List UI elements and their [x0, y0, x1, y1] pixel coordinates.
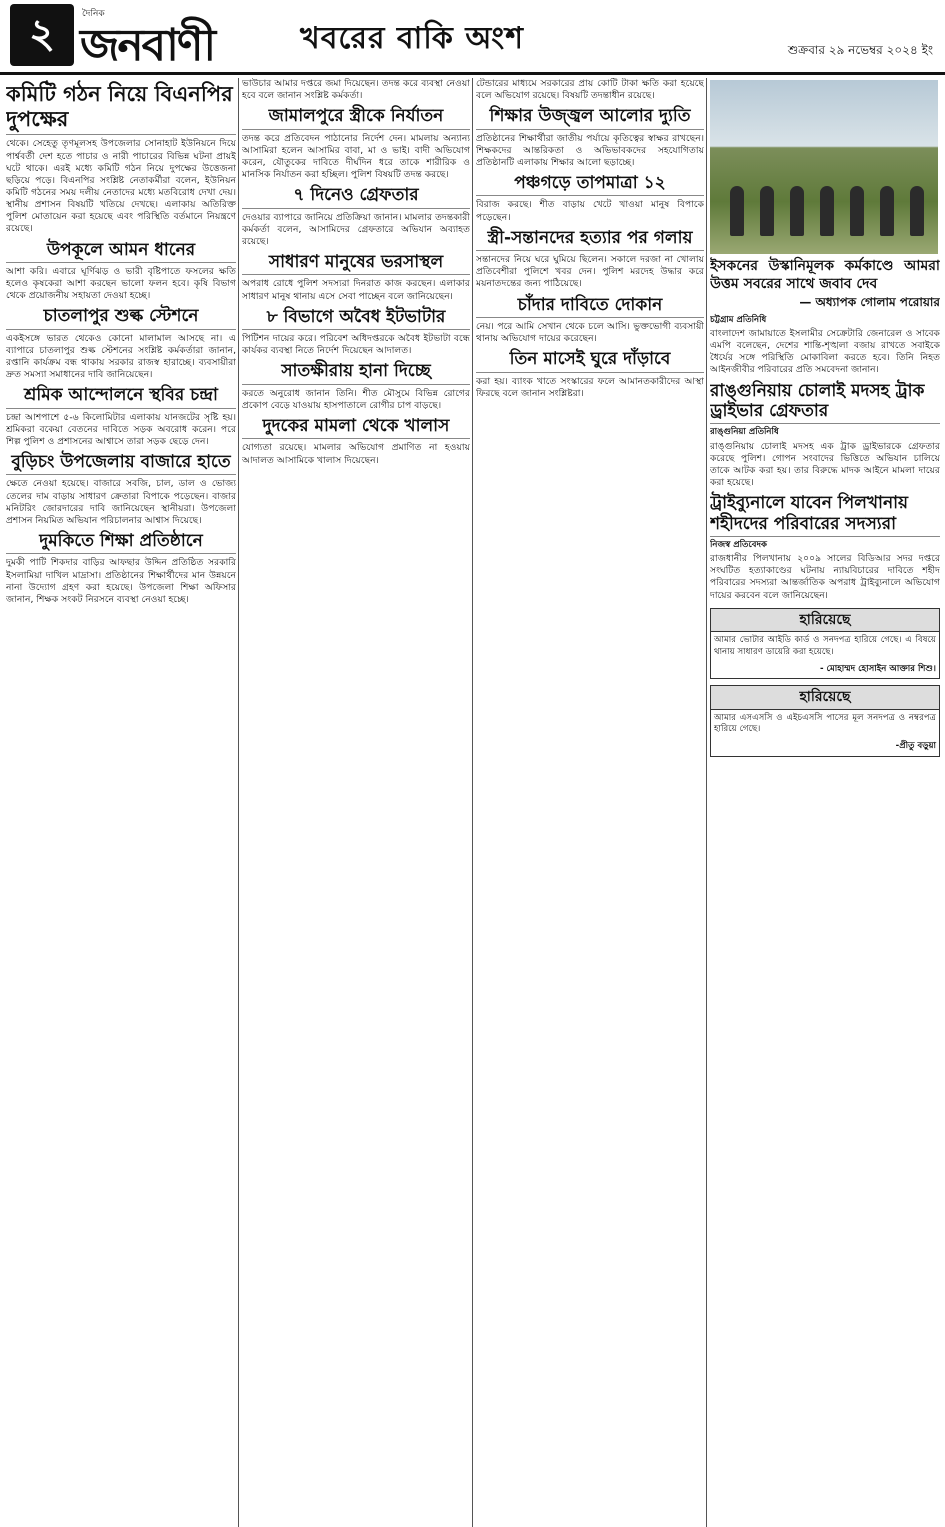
- article-byline: চট্টগ্রাম প্রতিনিধি: [710, 314, 767, 325]
- lost-notice: [710, 608, 940, 680]
- article-body: আশা করি। এবারে ঘূর্ণিঝড় ও ভারী বৃষ্টিপাতে ফসলের ক্ষতি হলেও কৃষকেরা আশা করছেন ভালো ফলন হবে। কৃষি বিভাগ থেকে প্রয়োজনীয় সহায়তা দেওয়া হচ্ছে।: [6, 265, 236, 302]
- photo-caption-headline: ইসকনের উস্কানিমূলক কর্মকাণ্ডে আমরা উত্তম সবরের সাথে জবাব দেব: [710, 258, 940, 292]
- article-headline: শ্রমিক আন্দোলনে স্থবির চন্দ্রা: [6, 385, 236, 408]
- article-headline: ট্রাইব্যুনালে যাবেন পিলখানায় শহীদদের পরিবারের সদস্যরা: [710, 493, 940, 537]
- article-headline: ৭ দিনেও গ্রেফতার: [242, 185, 470, 208]
- article-headline: সাধারণ মানুষের ভরসাস্থল: [242, 252, 470, 275]
- column-2: [242, 78, 470, 1527]
- article-headline: তিন মাসেই ঘুরে দাঁড়াবে: [476, 349, 704, 372]
- article-body: ভাউচার আমার দপ্তরে জমা দিয়েছেন। তদন্ত করে ব্যবস্থা নেওয়া হবে বলে জানান সংশ্লিষ্ট কর্মকর্তা।: [242, 78, 470, 102]
- article-body: দেওয়ার ব্যাপারে জানিয়ে প্রতিক্রিয়া জানান। মামলার তদন্তকারী কর্মকর্তা বলেন, আসামিদের গ্রেফতারে অভিযান অব্যাহত রয়েছে।: [242, 211, 470, 247]
- lost-notice-signature: -প্রীতু বড়ুয়া: [895, 741, 936, 752]
- article-body: টেন্ডারের মাধ্যমে সরকারের প্রায় কোটি টাকা ক্ষতি করা হয়েছে বলে অভিযোগ রয়েছে। বিষয়টি তদন্তাধীন রয়েছে।: [476, 78, 704, 102]
- article-body: সন্তানদের নিয়ে ঘরে ঘুমিয়ে ছিলেন। সকালে দরজা না খোলায় প্রতিবেশীরা পুলিশে খবর দেন। পুলিশ মরদেহ উদ্ধার করে ময়নাতদন্তের জন্য পাঠিয়েছে।: [476, 254, 704, 290]
- article-body: রাঙ্গুনিয়ায় চোলাই মদসহ এক ট্রাক ড্রাইভারকে গ্রেফতার করেছে পুলিশ। গোপন সংবাদের ভিত্তিতে অভিযান চালিয়ে তাকে আটক করা হয়। তার বিরুদ্ধে মাদক আইনে মামলা দায়ের করা হয়েছে।: [710, 440, 940, 489]
- article-body: পিটিশন দায়ের করে। পরিবেশ অধিদপ্তরকে অবৈধ ইটভাটা বন্ধে কার্যকর ব্যবস্থা নিতে নির্দেশ দিয়েছেন আদালত।: [242, 333, 470, 357]
- article-headline: ৮ বিভাগে অবৈধ ইটভাটার: [242, 307, 470, 330]
- article-body: অপরাধ রোধে পুলিশ সদস্যরা দিনরাত কাজ করছেন। এলাকার সাধারণ মানুষ থানায় এসে সেবা পাচ্ছেন বলে জানিয়েছেন।: [242, 278, 470, 302]
- article-headline: উপকূলে আমন ধানের: [6, 240, 236, 263]
- masthead: [0, 0, 945, 75]
- article-body: রাজধানীর পিলখানায় ২০০৯ সালের বিডিআর সদর দপ্তরে সংঘটিত হত্যাকাণ্ডের ঘটনায় ন্যায়বিচারের দাবিতে শহীদ পরিবারের সদস্যরা আন্তর্জাতিক অপরাধ ট্রাইব্যুনালে অভিযোগ দায়ের করবেন বলে জানিয়েছেন।: [710, 553, 940, 601]
- article-body: প্রতিষ্ঠানের শিক্ষার্থীরা জাতীয় পর্যায়ে কৃতিত্বের স্বাক্ষর রাখছেন। শিক্ষকদের আন্তরিকতা ও অভিভাবকদের সহযোগিতায় প্রতিষ্ঠানটি এলাকায় শিক্ষার আলো ছড়াচ্ছে।: [476, 132, 704, 168]
- article-headline: চাতলাপুর শুল্ক স্টেশনে: [6, 306, 236, 329]
- article-body: করতে অনুরোধ জানান তিনি। শীত মৌসুমে বিভিন্ন রোগের প্রকোপ বেড়ে যাওয়ায় হাসপাতালে রোগীর চাপ বাড়ছে।: [242, 387, 470, 411]
- lost-notice-signature: - মোহাম্মদ হোসাইন আক্তার শিশু।: [819, 663, 936, 674]
- article-body: চন্দ্রা আশপাশে ৫-৬ কিলোমিটার এলাকায় যানজটের সৃষ্টি হয়। শ্রমিকরা বকেয়া বেতনের দাবিতে সড়ক অবরোধ করেন। পরে শিল্প পুলিশ ও প্রশাসনের আশ্বাসে তারা সড়ক ছেড়ে দেন।: [6, 411, 236, 447]
- column-4: [710, 78, 940, 1527]
- article-body: থেকে। সেহেতু তৃণমূলসহ উপজেলার সোনাহাট ইউনিয়নে দিয়ে পার্শ্ববর্তী দেশ হতে পাচার ও নারী পাচারের বিভিন্ন ঘটনা প্রায়ই ঘটে থাকে। এরই মধ্যে কমিটি গঠন নিয়ে দুপক্ষের উত্তেজনা ছড়িয়ে পড়ে। বিএনপির সংশ্লিষ্ট নেতাকর্মীরা বলেন, ইউনিয়ন কমিটি গঠনের সময় দলীয় নেতাদের মধ্যে মতবিরোধ দেখা দেয়। স্থানীয় প্রশাসন বিষয়টি খতিয়ে দেখছে। এলাকায় অতিরিক্ত পুলিশ মোতায়েন করা হয়েছে এবং পরিস্থিতি বর্তমানে নিয়ন্ত্রণে রয়েছে।: [6, 138, 236, 235]
- news-photo: [710, 80, 938, 254]
- lost-notice-body: আমার ভোটার আইডি কার্ড ও সনদপত্র হারিয়ে গেছে। এ বিষয়ে থানায় সাধারণ ডায়েরি করা হয়েছে।: [714, 635, 936, 657]
- section-title: খবরের বাকি অংশ: [300, 21, 524, 56]
- article-body: বাংলাদেশ জামায়াতে ইসলামীর সেক্রেটারি জেনারেল ও সাবেক এমপি বলেছেন, দেশের শান্তি-শৃঙ্খলা বজায় রাখতে সবাইকে ধৈর্যের সঙ্গে পরিস্থিতি মোকাবিলা করতে হবে। তিনি নিহত আইনজীবীর পরিবারের প্রতি সমবেদনা জানান।: [710, 328, 940, 376]
- lost-notice: [710, 685, 940, 757]
- lost-notice-body: আমার এসএসসি ও এইচএসসি পাসের মূল সনদপত্র ও নম্বরপত্র হারিয়ে গেছে।: [714, 712, 936, 735]
- article-body: তদন্ত করে প্রতিবেদন পাঠানোর নির্দেশ দেন। মামলায় অন্যান্য আসামিরা হলেন আসামির বাবা, মা ও ভাই। বাদী অভিযোগ করেন, যৌতুকের দাবিতে দীর্ঘদিন ধরে তাকে শারীরিক ও মানসিক নির্যাতন করা হচ্ছিল। পুলিশ বিষয়টি তদন্ত করছে।: [242, 132, 470, 181]
- issue-date: শুক্রবার ২৯ নভেম্বর ২০২৪ ইং: [787, 43, 933, 57]
- article-body: নেয়। পরে আমি সেখান থেকে চলে আসি। ভুক্তভোগী ব্যবসায়ী থানায় অভিযোগ দায়ের করেছেন।: [476, 320, 704, 345]
- column-3: [476, 78, 704, 1527]
- article-headline: চাঁদার দাবিতে দোকান: [476, 295, 704, 318]
- article-headline: শিক্ষার উজ্জ্বল আলোর দ্যুতি: [476, 106, 704, 129]
- article-headline: রাঙ্গুনিয়ায় চোলাই মদসহ ট্রাক ড্রাইভার গ্রেফতার: [710, 381, 940, 425]
- article-headline: স্ত্রী-সন্তানদের হত্যার পর গলায়: [476, 228, 704, 251]
- article-headline: কমিটি গঠন নিয়ে বিএনপির দুপক্ষের: [6, 82, 236, 135]
- logo-tagline: দৈনিক: [82, 9, 105, 19]
- article-body: ক্ষেতে নেওয়া হয়েছে। বাজারে সবজি, চাল, ডাল ও ভোজ্য তেলের দাম বাড়ায় সাধারণ ক্রেতারা বিপাকে পড়েছেন। বাজার মনিটরিং জোরদারের দাবি জানিয়েছেন স্থানীয়রা। উপজেলা প্রশাসন নিয়মিত অভিযান পরিচালনার আশ্বাস দিয়েছে।: [6, 478, 236, 526]
- article-body: একইসঙ্গে ভারত থেকেও কোনো মালামাল আসছে না। এ ব্যাপারে চাতলাপুর শুল্ক স্টেশনের সংশ্লিষ্ট কর্মকর্তারা জানান, রপ্তানি কার্যক্রম বন্ধ থাকায় সরকার রাজস্ব হারাচ্ছে। ব্যবসায়ীরা দ্রুত সমস্যা সমাধানের দাবি জানিয়েছেন।: [6, 332, 236, 381]
- newspaper-logo: জনবাণী: [80, 20, 215, 71]
- article-body: বিরাজ করছে। শীত বাড়ায় খেটে খাওয়া মানুষ বিপাকে পড়েছেন।: [476, 199, 704, 223]
- article-byline: রাঙ্গুনিয়া প্রতিনিধি: [710, 427, 779, 438]
- lost-notice-title: হারিয়েছে: [711, 686, 939, 709]
- lost-notice-title: হারিয়েছে: [711, 609, 939, 632]
- article-headline: সাতক্ষীরায় হানা দিচ্ছে: [242, 361, 470, 384]
- article-body: দুমকী পাটি শিকদার বাড়ির আফছার উদ্দিন প্রতিষ্ঠিত সরকারি ইসলামিয়া দাখিল মাদ্রাসা। প্রতিষ্ঠানের শিক্ষার্থীদের মান উন্নয়নে নানা উদ্যোগ গ্রহণ করা হয়েছে। উপজেলা শিক্ষা অফিসার জানান, শিক্ষক সংকট নিরসনে ব্যবস্থা নেওয়া হচ্ছে।: [6, 557, 236, 605]
- article-body: যোগ্যতা রয়েছে। মামলার অভিযোগ প্রমাণিত না হওয়ায় আদালত আসামিকে খালাস দিয়েছেন।: [242, 442, 470, 466]
- columns: [0, 78, 945, 1527]
- article-headline: দুদকের মামলা থেকে খালাস: [242, 416, 470, 439]
- photo-caption-attribution: — অধ্যাপক গোলাম পরোয়ার: [799, 295, 940, 309]
- article-headline: দুমকিতে শিক্ষা প্রতিষ্ঠানে: [6, 531, 236, 554]
- page-number: ২: [10, 4, 74, 66]
- column-1: [6, 78, 236, 1527]
- article-headline: জামালপুরে স্ত্রীকে নির্যাতন: [242, 106, 470, 129]
- article-headline: বুড়িচং উপজেলায় বাজারে হাতে: [6, 452, 236, 475]
- article-body: করা হয়। ব্যাংক খাতে সংস্কারের ফলে আমানতকারীদের আস্থা ফিরছে বলে জানান সংশ্লিষ্টরা।: [476, 375, 704, 399]
- article-byline: নিজস্ব প্রতিবেদক: [710, 539, 767, 550]
- article-headline: পঞ্চগড়ে তাপমাত্রা ১২: [476, 173, 704, 196]
